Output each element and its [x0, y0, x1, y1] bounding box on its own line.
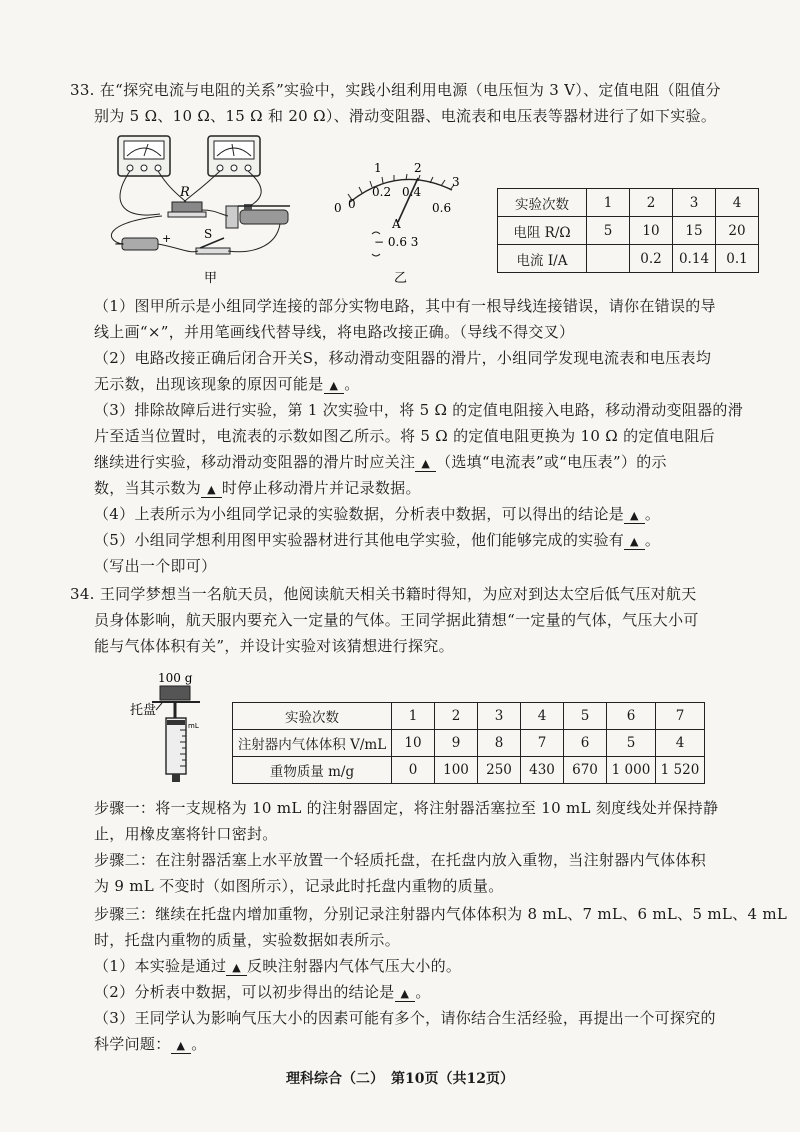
q33-part2-line2: 无示数，出现该现象的原因可能是 ▲ 。	[94, 375, 360, 393]
resistor-label: R	[180, 185, 190, 200]
table-row: 实验次数 1 2 3 4 5 6 7	[233, 703, 705, 730]
svg-text:0.2: 0.2	[372, 185, 392, 199]
q34-part3-line1: （3）王同学认为影响气压大小的因素可能有多个，请你结合生活经验，再提出一个可探究的	[94, 1009, 716, 1027]
q34-data-table	[232, 702, 705, 784]
svg-text:+: +	[162, 232, 172, 245]
q33-part1-line2: 线上画“×”，并用笔画线代替导线，将电路改接正确。（导线不得交叉）	[94, 323, 575, 341]
answer-blank[interactable]: ▲	[226, 961, 247, 976]
answer-blank[interactable]: ▲	[395, 987, 416, 1002]
answer-blank[interactable]: ▲	[324, 379, 345, 394]
q33-part3-line3: 继续进行实验，移动滑动变阻器的滑片时应关注 ▲ （选填“电流表”或“电压表”）的示	[94, 453, 667, 471]
q34-step2-line1: 步骤二：在注射器活塞上水平放置一个轻质托盘，在托盘内放入重物，当注射器内气体体积	[94, 851, 707, 869]
q34-part3-line2: 科学问题： ▲ 。	[94, 1035, 207, 1053]
svg-text:0: 0	[334, 201, 342, 215]
svg-text:−: −	[114, 237, 125, 252]
q33-part2-line1: （2）电路改接正确后闭合开关S，移动滑动变阻器的滑片，小组同学发现电流表和电压表均	[94, 349, 712, 367]
svg-text:0.4: 0.4	[402, 185, 422, 199]
answer-blank[interactable]: ▲	[415, 457, 436, 472]
q34-stem-line3: 能与气体体积有关”，并设计实验对该猜想进行探究。	[94, 637, 454, 655]
syringe-figure	[130, 668, 220, 788]
svg-text:A: A	[392, 217, 401, 231]
table-row: 电流 I/A 0.2 0.14 0.1	[498, 245, 759, 273]
q33-part5-line1: （5）小组同学想利用图甲实验器材进行其他电学实验，他们能够完成的实验有 ▲ 。	[94, 531, 661, 549]
q33-part1-line1: （1）图甲所示是小组同学连接的部分实物电路，其中有一根导线连接错误，请你在错误的导	[94, 297, 716, 315]
svg-text:2: 2	[414, 161, 422, 175]
svg-text:mL: mL	[188, 722, 199, 730]
q34-part2: （2）分析表中数据，可以初步得出的结论是 ▲ 。	[94, 983, 431, 1001]
ammeter-figure-yi	[328, 150, 478, 290]
q33-part4: （4）上表所示为小组同学记录的实验数据，分析表中数据，可以得出的结论是 ▲ 。	[94, 505, 661, 523]
q34-stem-line1: 34. 王同学梦想当一名航天员，他阅读航天相关书籍时得知，为应对到达太空后低气压对航天	[70, 585, 697, 603]
figure-yi-label: 乙	[394, 271, 408, 286]
q34-step1-line2: 止，用橡皮塞将针口密封。	[94, 825, 278, 843]
q33-data-table	[497, 188, 759, 273]
q34-part1: （1）本实验是通过 ▲ 反映注射器内气体气压大小的。	[94, 957, 462, 975]
table-row: 注射器内气体体积 V/mL 10 9 8 7 6 5 4	[233, 730, 705, 757]
q33-stem-line1: 33. 在“探究电流与电阻的关系”实验中，实践小组利用电源（电压恒为 3 V）、定值电阻（阻值分	[70, 81, 721, 99]
q33-stem-line2: 别为 5 Ω、10 Ω、15 Ω 和 20 Ω）、滑动变阻器、电流表和电压表等器材进行了如下实验。	[94, 107, 717, 125]
q34-stem-line2: 员身体影响，航天服内要充入一定量的气体。王同学据此猜想“一定量的气体，气压大小可	[94, 611, 699, 629]
figure-jia-label: 甲	[204, 271, 218, 286]
answer-blank[interactable]: ▲	[171, 1039, 192, 1054]
q34-step2-line2: 为 9 mL 不变时（如图所示），记录此时托盘内重物的质量。	[94, 877, 504, 895]
circuit-figure-jia	[100, 130, 300, 290]
table-row: 电阻 R/Ω 5 10 15 20	[498, 217, 759, 245]
table-row: 实验次数 1 2 3 4	[498, 189, 759, 217]
page-footer: 理科综合（二） 第10页（共12页）	[286, 1071, 514, 1087]
q33-part3-line1: （3）排除故障后进行实验，第 1 次实验中，将 5 Ω 的定值电阻接入电路，移动滑动变阻器的滑	[94, 401, 744, 419]
svg-text:0.6: 0.6	[432, 201, 452, 215]
svg-text:3: 3	[452, 175, 460, 189]
q34-step3-line1: 步骤三：继续在托盘内增加重物，分别记录注射器内气体体积为 8 mL、7 mL、6 mL、5 mL、4 mL	[94, 905, 788, 923]
q33-part3-line2: 片至适当位置时，电流表的示数如图乙所示。将 5 Ω 的定值电阻更换为 10 Ω 的定值电阻后	[94, 427, 715, 445]
svg-text:− 0.6 3: − 0.6 3	[374, 235, 419, 249]
answer-blank[interactable]: ▲	[624, 535, 645, 550]
q34-step3-line2: 时，托盘内重物的质量，实验数据如表所示。	[94, 931, 401, 949]
q34-step1-line1: 步骤一：将一支规格为 10 mL 的注射器固定，将注射器活塞拉至 10 mL 刻度线处并保持静	[94, 799, 719, 817]
svg-text:1: 1	[374, 161, 382, 175]
table-row: 重物质量 m/g 0 100 250 430 670 1 000 1 520	[233, 757, 705, 784]
answer-blank[interactable]: ▲	[624, 509, 645, 524]
answer-blank[interactable]: ▲	[201, 483, 222, 498]
svg-text:0: 0	[348, 197, 356, 211]
q33-part5-line2: （写出一个即可）	[94, 557, 217, 575]
svg-text:S: S	[204, 227, 213, 241]
q33-part3-line4: 数，当其示数为 ▲ 时停止移动滑片并记录数据。	[94, 479, 421, 497]
svg-text:100 g: 100 g	[158, 671, 193, 685]
tray-label: 托盘	[130, 703, 157, 718]
